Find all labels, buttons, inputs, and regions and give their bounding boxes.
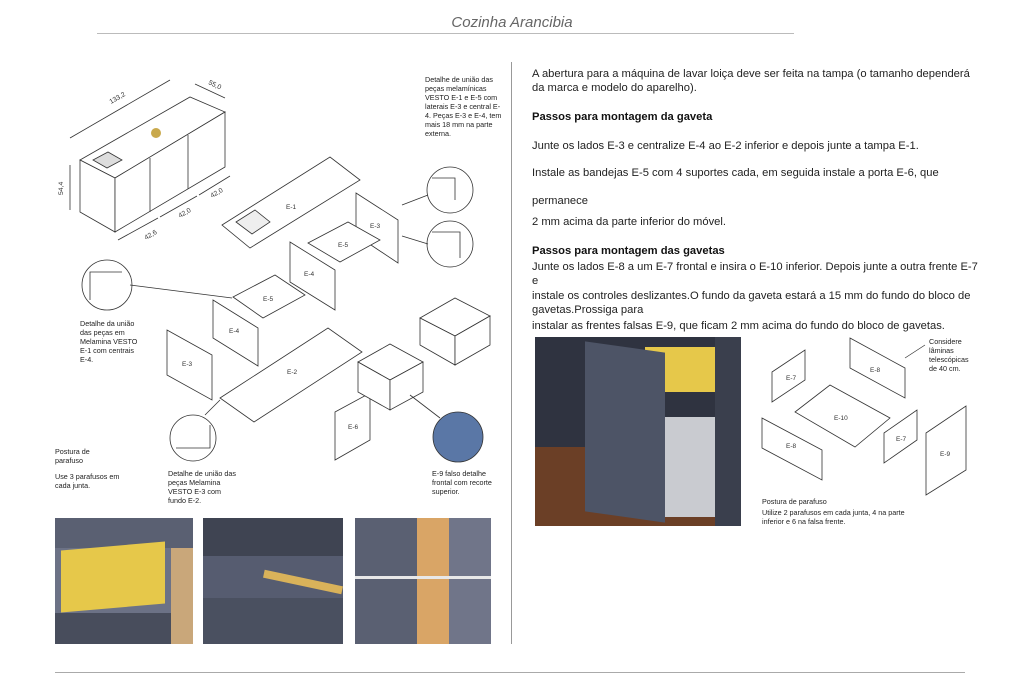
label-e5-upper: E-5 — [338, 242, 349, 249]
label-e9: E-9 — [940, 451, 951, 458]
label-e2: E-2 — [287, 369, 298, 376]
label-e8-top: E-8 — [870, 367, 881, 374]
note-left-mid: Detalhe da união das peças em Melamina VESTO E-1 com centrais E-4. — [80, 319, 138, 364]
label-e7-bottom: E-7 — [896, 436, 907, 443]
label-e8-bottom: E-8 — [786, 443, 797, 450]
screw-note-title-left: Postura de parafuso — [55, 447, 90, 465]
label-e5-lower: E-5 — [263, 296, 274, 303]
step-text-6: instale os controles deslizantes.O fundo da gaveta estará a 15 mm do fundo do bloco de gavetas.Prossiga para — [532, 290, 971, 316]
photo-drawer — [535, 337, 741, 526]
label-e6: E-6 — [348, 424, 359, 431]
page-title: Cozinha Arancibia — [451, 14, 573, 31]
intro-text: A abertura para a máquina de lavar loiça deve ser feita na tampa (o tamanho dependerá da marca e modelo do aparelho). — [532, 68, 970, 94]
column-divider — [511, 62, 512, 644]
dim-w1: 42,6 — [143, 229, 159, 242]
screw-note-right: Utilize 2 parafusos em cada junta, 4 na parte inferior e 6 na falsa frente. — [762, 508, 905, 526]
label-e3-left: E-3 — [182, 361, 193, 368]
label-e3-right: E-3 — [370, 223, 381, 230]
label-e1: E-1 — [286, 204, 297, 211]
step-text-5: Junte os lados E-8 a um E-7 frontal e insira o E-10 inferior. Depois junte a outra frente E-7 e — [532, 261, 978, 287]
dim-length: 133,2 — [108, 91, 127, 106]
screw-note-left: Use 3 parafusos em cada junta. — [55, 472, 120, 490]
footer-divider — [55, 672, 965, 673]
dim-w2: 42,0 — [177, 207, 193, 220]
dim-height: 54,4 — [58, 181, 65, 195]
note-e9: E-9 falso detalhe frontal com recorte superior. — [432, 469, 492, 496]
note-bottom-mid: Detalhe de união das peças Melamina VESTO E-3 com fundo E-2. — [168, 469, 236, 505]
label-e7-top: E-7 — [786, 375, 797, 382]
label-e10: E-10 — [834, 415, 848, 422]
e9-detail-circle — [433, 412, 483, 462]
note-consider-slides: Considere lâminas telescópicas de 40 cm. — [929, 337, 969, 373]
dim-depth: 55,0 — [207, 79, 223, 92]
photo-1 — [55, 518, 193, 644]
screw-note-title-right: Postura de parafuso — [762, 497, 827, 506]
step-text-4: 2 mm acima da parte inferior do móvel. — [532, 216, 726, 228]
step-text-3: permanece — [532, 195, 588, 207]
note-top-right: Detalhe de união das peças melamínicas VESTO E-1 e E-5 com laterais E-3 e central E-4. Peças E-3 e E-4, tem mais 18 mm na parte externa. — [425, 75, 502, 138]
photo-3 — [355, 518, 491, 644]
step-text-1: Junte os lados E-3 e centralize E-4 ao E-2 inferior e depois junte a tampa E-1. — [532, 140, 919, 152]
heading-drawers-step: Passos para montagem das gavetas — [532, 245, 725, 257]
step-text-7: instalar as frentes falsas E-9, que ficam 2 mm acima do fundo do bloco de gavetas. — [532, 320, 945, 332]
photo-2 — [203, 518, 343, 644]
step-text-2: Instale as bandejas E-5 com 4 suportes cada, em seguida instale a porta E-6, que — [532, 167, 939, 179]
header-divider — [97, 33, 794, 34]
label-e4-lower: E-4 — [229, 328, 240, 335]
label-e4-upper: E-4 — [304, 271, 315, 278]
dim-w3: 42,0 — [209, 187, 225, 200]
heading-drawer-step: Passos para montagem da gaveta — [532, 111, 713, 123]
